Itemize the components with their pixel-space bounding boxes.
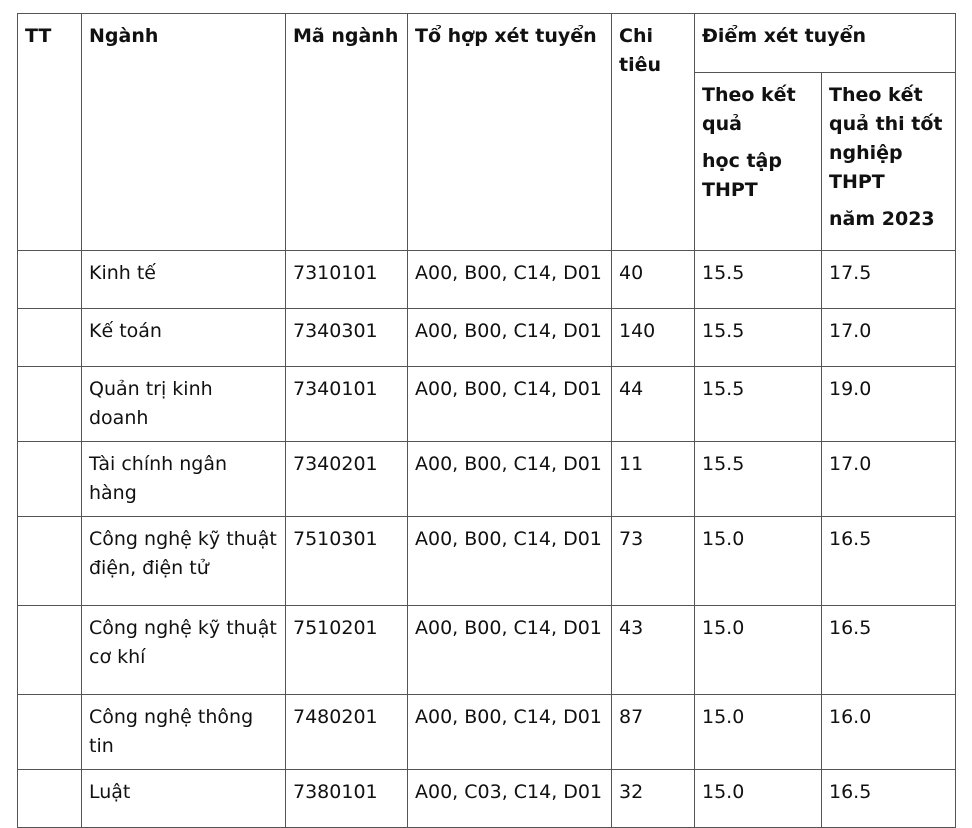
header-thi-line4: THPT [829,171,885,193]
cell-tt [18,770,82,828]
header-thi-line1: Theo kết [829,84,923,106]
cell-ma-nganh: 7510201 [286,606,408,695]
table-row [18,309,956,367]
header-to-hop: Tổ hợp xét tuyển [408,14,612,251]
cell-nganh-line1: Công nghệ kỹ thuật [89,528,277,550]
table-row [18,517,956,606]
header-hoc-tap-line1: Theo kết [702,84,796,106]
cell-ma-nganh: 7480201 [286,695,408,770]
header-thi-line3: nghiệp [829,142,903,164]
cell-chi-tieu: 140 [612,309,695,367]
table-header [18,14,956,251]
cell-diem-hoc-tap: 15.0 [695,770,822,828]
cell-ma-nganh: 7380101 [286,770,408,828]
header-thi-tot-nghiep [822,73,956,251]
cell-to-hop: A00, B00, C14, D01 [408,442,612,517]
cell-diem-hoc-tap: 15.0 [695,517,822,606]
admissions-table [17,13,956,828]
header-chi-tieu-line1: Chi [619,25,653,47]
cell-ma-nganh: 7340101 [286,367,408,442]
cell-tt [18,517,82,606]
header-diem-xet-tuyen: Điểm xét tuyển [695,14,956,73]
cell-nganh [82,606,286,695]
cell-chi-tieu: 43 [612,606,695,695]
cell-diem-hoc-tap: 15.5 [695,309,822,367]
header-nganh: Ngành [82,14,286,251]
cell-tt [18,367,82,442]
cell-diem-thi: 16.5 [822,606,956,695]
header-hoc-tap-line2: quả [702,113,742,135]
cell-nganh [82,695,286,770]
header-hoc-tap-line4: THPT [702,179,758,201]
header-tt: TT [18,14,82,251]
header-thi-line2: quả thi tốt [829,113,943,135]
header-chi-tieu [612,14,695,251]
cell-tt [18,309,82,367]
cell-nganh-line1: Tài chính ngân hàng [89,453,228,504]
cell-diem-hoc-tap: 15.5 [695,251,822,309]
cell-nganh-line1: Kế toán [89,320,162,342]
table-row [18,606,956,695]
cell-to-hop: A00, B00, C14, D01 [408,251,612,309]
table-body [18,251,956,828]
cell-to-hop: A00, B00, C14, D01 [408,695,612,770]
cell-chi-tieu: 73 [612,517,695,606]
cell-tt [18,251,82,309]
cell-ma-nganh: 7340201 [286,442,408,517]
cell-tt [18,442,82,517]
cell-diem-hoc-tap: 15.0 [695,695,822,770]
cell-nganh [82,517,286,606]
cell-nganh-line1: Công nghệ thông tin [89,706,254,757]
cell-chi-tieu: 11 [612,442,695,517]
cell-diem-hoc-tap: 15.5 [695,367,822,442]
table-row [18,442,956,517]
cell-chi-tieu: 40 [612,251,695,309]
header-ma-nganh: Mã ngành [286,14,408,251]
cell-ma-nganh: 7310101 [286,251,408,309]
cell-chi-tieu: 32 [612,770,695,828]
cell-nganh [82,367,286,442]
cell-to-hop: A00, C03, C14, D01 [408,770,612,828]
cell-diem-thi: 16.0 [822,695,956,770]
header-thi-line5: năm 2023 [829,208,935,230]
table-row [18,367,956,442]
cell-diem-hoc-tap: 15.5 [695,442,822,517]
cell-to-hop: A00, B00, C14, D01 [408,606,612,695]
header-row [18,14,956,73]
cell-ma-nganh: 7510301 [286,517,408,606]
cell-diem-thi: 16.5 [822,517,956,606]
cell-tt [18,695,82,770]
cell-nganh [82,309,286,367]
cell-nganh [82,251,286,309]
header-hoc-tap [695,73,822,251]
cell-nganh-line1: Kinh tế [89,262,157,284]
cell-to-hop: A00, B00, C14, D01 [408,309,612,367]
cell-to-hop: A00, B00, C14, D01 [408,367,612,442]
table-row [18,770,956,828]
cell-nganh-line1: Công nghệ kỹ thuật [89,617,277,639]
cell-diem-thi: 19.0 [822,367,956,442]
cell-chi-tieu: 87 [612,695,695,770]
cell-diem-thi: 16.5 [822,770,956,828]
cell-nganh-line2: điện, điện tử [89,557,209,579]
table-row [18,251,956,309]
cell-tt [18,606,82,695]
cell-nganh [82,770,286,828]
cell-nganh [82,442,286,517]
cell-nganh-line1: Quản trị kinh doanh [89,378,213,429]
cell-diem-hoc-tap: 15.0 [695,606,822,695]
cell-diem-thi: 17.5 [822,251,956,309]
cell-diem-thi: 17.0 [822,309,956,367]
cell-to-hop: A00, B00, C14, D01 [408,517,612,606]
cell-nganh-line1: Luật [89,781,131,803]
cell-chi-tieu: 44 [612,367,695,442]
table-row [18,695,956,770]
cell-diem-thi: 17.0 [822,442,956,517]
cell-nganh-line2: cơ khí [89,646,146,668]
header-hoc-tap-line3: học tập [702,150,782,172]
header-chi-tieu-line2: tiêu [619,54,662,76]
cell-ma-nganh: 7340301 [286,309,408,367]
